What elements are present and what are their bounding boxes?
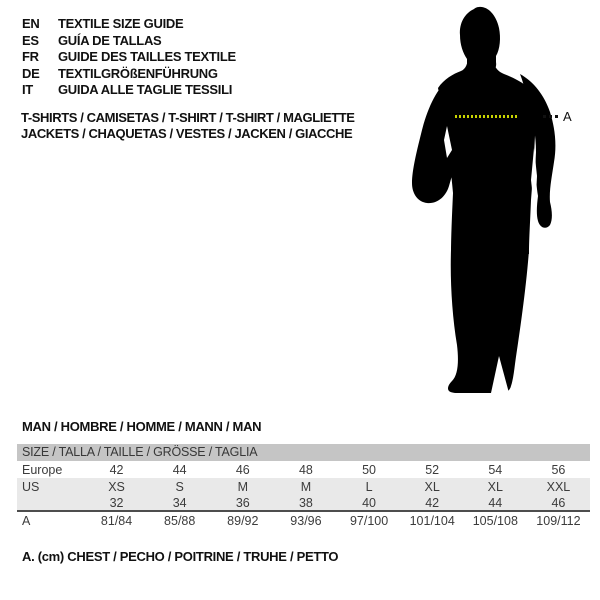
table-cell: 34 — [172, 495, 187, 510]
man-silhouette — [380, 0, 600, 400]
language-code: DE — [22, 65, 40, 81]
table-cell: 81/84 — [100, 513, 133, 528]
man-figure — [380, 0, 600, 400]
table-cell: 54 — [488, 462, 503, 477]
table-cell: 56 — [551, 462, 566, 477]
language-title: GUÍA DE TALLAS — [58, 32, 162, 48]
language-title: TEXTILE SIZE GUIDE — [58, 16, 184, 31]
table-cell: 38 — [298, 495, 313, 510]
language-code: FR — [22, 49, 39, 64]
section-title-man: MAN / HOMBRE / HOMME / MANN / MAN — [22, 419, 262, 434]
table-cell: S — [175, 479, 184, 494]
table-cell: 44 — [172, 462, 187, 477]
table-row-unlabeled — [17, 495, 590, 510]
language-list — [22, 17, 236, 96]
table-cell: 85/88 — [164, 513, 196, 528]
language-code: EN — [22, 16, 40, 31]
table-row-chest-a — [17, 510, 590, 529]
language-title: TEXTILGRÖßENFÜHRUNG — [58, 65, 218, 81]
language-code: IT — [22, 82, 33, 97]
silhouette-legs — [448, 250, 529, 393]
table-cell: XL — [424, 479, 440, 494]
category-tshirts: T-SHIRTS / CAMISETAS / T-SHIRT / T-SHIRT / MAGLIETTE — [21, 110, 355, 125]
row-label: US — [22, 479, 40, 494]
table-cell: XL — [487, 479, 503, 494]
category-jackets: JACKETS / CHAQUETAS / VESTES / JACKEN / GIACCHE — [21, 126, 353, 141]
table-cell: 42 — [425, 495, 440, 510]
table-cell: 89/92 — [227, 513, 259, 528]
measurement-footnote: A. (cm) CHEST / PECHO / POITRINE / TRUHE / PETTO — [22, 549, 339, 564]
language-title: GUIDA ALLE TAGLIE TESSILI — [58, 82, 233, 97]
row-label: Europe — [22, 462, 63, 477]
table-cell: 52 — [425, 462, 440, 477]
chest-measure-line — [455, 115, 518, 118]
table-cell: M — [237, 479, 249, 494]
table-row-us — [17, 478, 590, 495]
table-cell: XS — [108, 479, 125, 494]
size-table — [17, 444, 590, 529]
table-cell: XXL — [546, 479, 571, 494]
table-cell: L — [365, 479, 373, 494]
table-row-europe — [17, 461, 590, 478]
table-cell: M — [300, 479, 312, 494]
table-cell: 101/104 — [409, 513, 455, 528]
table-cell: 42 — [109, 462, 124, 477]
size-table-header: SIZE / TALLA / TAILLE / GRÖSSE / TAGLIA — [17, 444, 590, 461]
table-cell: 46 — [235, 462, 250, 477]
table-cell: 48 — [298, 462, 313, 477]
table-cell: 50 — [362, 462, 377, 477]
table-cell: 93/96 — [290, 513, 322, 528]
table-cell: 105/108 — [472, 513, 518, 528]
table-cell: 36 — [235, 495, 250, 510]
table-cell: 40 — [362, 495, 377, 510]
table-cell: 44 — [488, 495, 503, 510]
table-cell: 46 — [551, 495, 566, 510]
measure-leader-line — [543, 115, 560, 118]
language-code: ES — [22, 32, 39, 48]
garment-categories — [21, 110, 355, 142]
table-cell: 32 — [109, 495, 124, 510]
measure-label-a: A — [563, 109, 572, 124]
row-label: A — [22, 513, 31, 528]
table-cell: 109/112 — [536, 513, 581, 528]
language-title: GUIDE DES TAILLES TEXTILE — [58, 49, 236, 64]
table-cell: 97/100 — [349, 513, 389, 528]
